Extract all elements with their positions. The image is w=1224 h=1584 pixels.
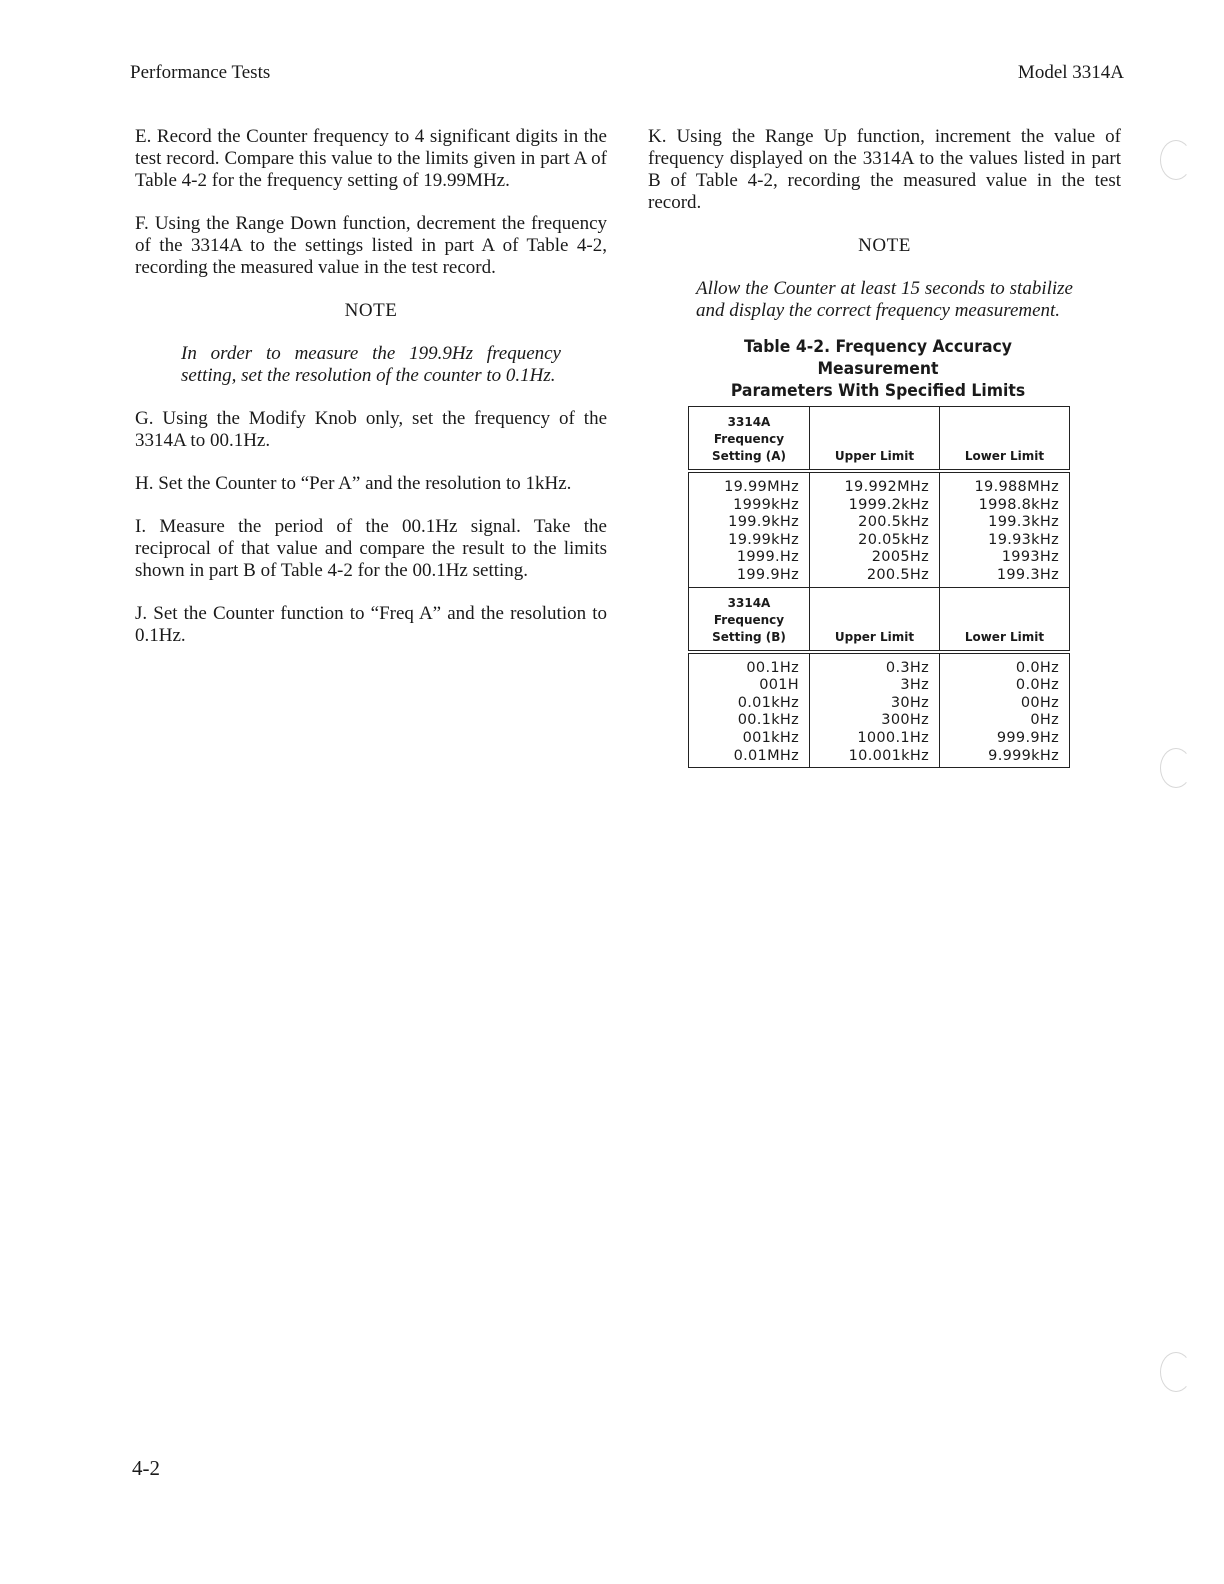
cell-value: 00Hz	[1020, 694, 1059, 711]
frequency-accuracy-table	[688, 406, 1070, 768]
settings-cell	[689, 471, 810, 587]
cell-value: 3Hz	[900, 677, 929, 694]
binder-hole-mark	[1160, 748, 1192, 788]
step-j-paragraph: J. Set the Counter function to “Freq A” and the resolution to 0.1Hz.	[135, 603, 607, 646]
cell-value: 19.99kHz	[728, 531, 799, 548]
cell-value: 199.9kHz	[728, 514, 799, 531]
header-line: Frequency	[713, 432, 785, 446]
upper-limit-cell	[810, 471, 940, 587]
step-i-paragraph: I. Measure the period of the 00.1Hz signal. Take the reciprocal of that value and compare the result to the limits shown in part B of Table 4-2 for the 00.1Hz setting.	[135, 516, 607, 581]
cell-value: 10.001kHz	[848, 747, 929, 764]
table-header-row	[689, 407, 1070, 472]
column-header-lower: Lower Limit	[940, 407, 1070, 472]
header-line: Frequency	[713, 612, 785, 627]
step-h-paragraph: H. Set the Counter to “Per A” and the resolution to 1kHz.	[135, 473, 572, 494]
cell-value: 0.01kHz	[737, 694, 799, 711]
table-caption	[694, 336, 1062, 402]
lower-limit-cell	[940, 652, 1070, 768]
cell-value: 300Hz	[881, 712, 929, 729]
binder-hole-mark	[1160, 140, 1192, 180]
note-heading: NOTE	[344, 300, 398, 321]
page-number: 4-2	[132, 1456, 160, 1480]
cell-value: 0.3Hz	[885, 659, 929, 676]
header-line: 3314A	[727, 595, 771, 610]
cell-value: 19.93kHz	[988, 531, 1059, 548]
settings-cell	[689, 652, 810, 768]
cell-value: 0.0Hz	[1015, 659, 1059, 676]
cell-value: 199.3Hz	[996, 566, 1059, 583]
table-data-row	[689, 652, 1070, 768]
cell-value: 199.3kHz	[988, 514, 1059, 531]
step-e-paragraph: E. Record the Counter frequency to 4 significant digits in the test record. Compare this value to the limits given in part A of Table 4-2 for the frequency setting of 19.99MHz.	[135, 126, 607, 191]
cell-value: 999.9Hz	[996, 729, 1059, 746]
note-text: In order to measure the 199.9Hz frequency setting, set the resolution of the counter to 0.1Hz.	[181, 343, 561, 386]
table-data-row	[689, 471, 1070, 587]
column-header-setting	[689, 587, 810, 652]
cell-value: 1993Hz	[1001, 549, 1059, 566]
right-column	[648, 126, 1121, 768]
cell-value: 20.05kHz	[858, 531, 929, 548]
header-line: 3314A	[727, 415, 771, 429]
header-line: Setting (B)	[712, 629, 786, 644]
cell-value: 1999.Hz	[736, 549, 799, 566]
cell-value: 0.01MHz	[733, 747, 799, 764]
cell-value: 2005Hz	[871, 549, 929, 566]
binder-hole-mark	[1160, 1352, 1192, 1392]
cell-value: 200.5Hz	[866, 566, 929, 583]
column-header-setting	[689, 407, 810, 472]
table-caption-line: Table 4-2. Frequency Accuracy Measurement	[744, 337, 1012, 379]
page-header-right: Model 3314A	[1017, 62, 1124, 83]
cell-value: 001kHz	[742, 729, 799, 746]
cell-value: 0.0Hz	[1015, 677, 1059, 694]
cell-value: 1999kHz	[733, 496, 799, 513]
cell-value: 1999.2kHz	[848, 496, 929, 513]
page-header-left: Performance Tests	[130, 62, 271, 83]
table-header-row	[689, 587, 1070, 652]
column-header-upper: Upper Limit	[810, 407, 940, 472]
column-header-lower: Lower Limit	[940, 587, 1070, 652]
cell-value: 30Hz	[890, 694, 929, 711]
lower-limit-cell	[940, 471, 1070, 587]
cell-value: 001H	[759, 677, 799, 694]
cell-value: 1000.1Hz	[857, 729, 929, 746]
cell-value: 00.1Hz	[746, 659, 799, 676]
step-g-paragraph: G. Using the Modify Knob only, set the frequency of the 3314A to 00.1Hz.	[135, 408, 607, 451]
step-f-paragraph: F. Using the Range Down function, decrement the frequency of the 3314A to the settings listed in part A of Table 4-2, recording the measured value in the test record.	[135, 213, 607, 278]
table-caption-line: Parameters With Specified Limits	[730, 381, 1026, 401]
cell-value: 19.992MHz	[844, 479, 929, 495]
cell-value: 0Hz	[1030, 712, 1059, 729]
step-k-paragraph: K. Using the Range Up function, increment the value of frequency displayed on the 3314A to the values listed in part B of Table 4-2, recording the measured value in the test record.	[648, 126, 1121, 213]
upper-limit-cell	[810, 652, 940, 768]
cell-value: 1998.8kHz	[978, 496, 1059, 513]
cell-value: 00.1kHz	[737, 712, 799, 729]
header-line: Setting (A)	[712, 449, 786, 463]
note-heading: NOTE	[858, 235, 911, 256]
cell-value: 19.99MHz	[724, 479, 799, 495]
note-text: Allow the Counter at least 15 seconds to stabilize and display the correct frequency measurement.	[696, 278, 1073, 321]
cell-value: 199.9Hz	[736, 566, 799, 583]
column-header-upper: Upper Limit	[810, 587, 940, 652]
cell-value: 200.5kHz	[858, 514, 929, 531]
left-column	[135, 126, 607, 668]
cell-value: 9.999kHz	[988, 747, 1059, 764]
cell-value: 19.988MHz	[974, 479, 1059, 495]
